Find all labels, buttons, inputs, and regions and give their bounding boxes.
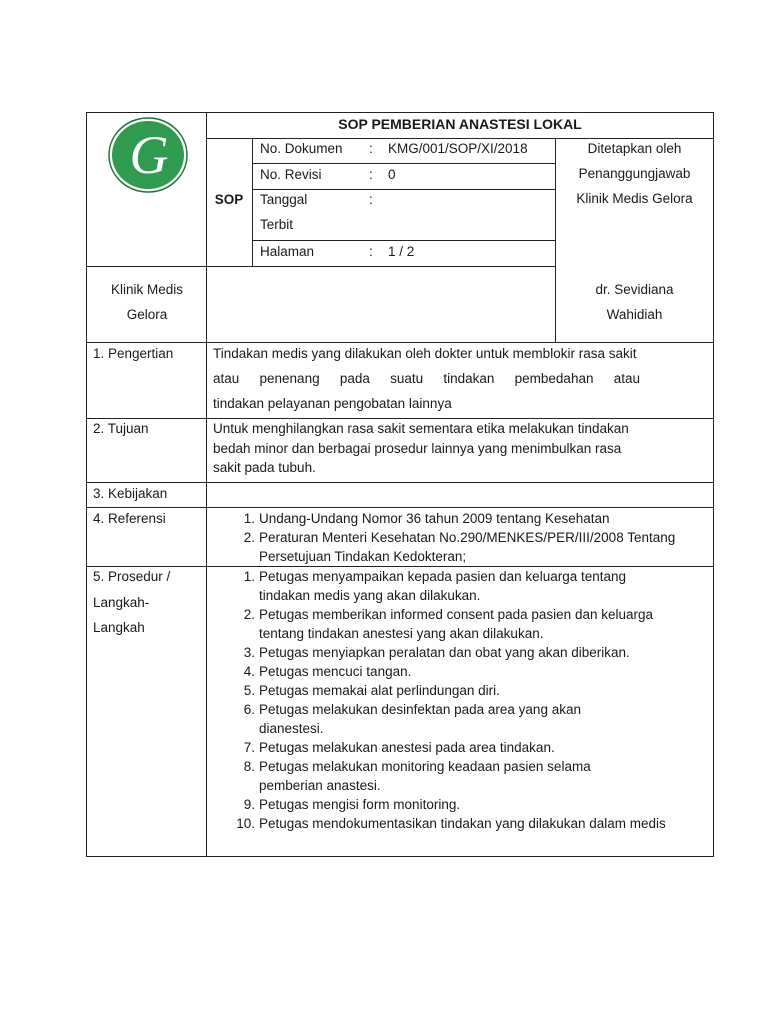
- pengertian-text: Tindakan medis yang dilakukan oleh dokter untuk memblokir rasa sakit: [213, 346, 637, 361]
- list-item: 1. Undang-Undang Nomor 36 tahun 2009 tentang Kesehatan: [243, 511, 610, 526]
- logo-letter: G: [129, 125, 169, 185]
- field-label-halaman: Halaman: [260, 244, 315, 259]
- referensi-list: [207, 509, 687, 566]
- tujuan-text: sakit pada tubuh.: [213, 460, 316, 475]
- list-item: 6. Petugas melakukan desinfektan pada area yang akan dianestesi.: [243, 702, 581, 736]
- field-label-no-dokumen: No. Dokumen: [260, 141, 343, 156]
- field-sep: :: [369, 244, 373, 259]
- section-label-tujuan: 2. Tujuan: [93, 421, 149, 436]
- list-item: 2. Peraturan Menteri Kesehatan No.290/MENKES/PER/III/2008 Tentang Persetujuan Tindakan Kedokteran;: [243, 530, 676, 564]
- field-value-halaman: 1 / 2: [388, 244, 415, 259]
- document-title: SOP PEMBERIAN ANASTESI LOKAL: [338, 116, 582, 132]
- tujuan-text: Untuk menghilangkan rasa sakit sementara etika melakukan tindakan: [213, 421, 629, 436]
- section-label-prosedur: 5. Prosedur /: [93, 569, 171, 584]
- list-item: 5. Petugas memakai alat perlindungan diri.: [243, 683, 500, 698]
- clinic-name: Klinik Medis: [110, 282, 184, 297]
- field-sep: :: [369, 167, 373, 182]
- field-value-no-revisi: 0: [388, 167, 396, 182]
- list-item: 9. Petugas mengisi form monitoring.: [243, 797, 461, 812]
- list-item: 10. Petugas mendokumentasikan tindakan yang dilakukan dalam medis: [236, 816, 666, 831]
- section-label-prosedur: Langkah: [93, 620, 145, 635]
- pengertian-text: tindakan pelayanan pengobatan lainnya: [213, 396, 452, 411]
- section-label-referensi: 4. Referensi: [93, 511, 166, 526]
- clinic-logo: [108, 117, 188, 193]
- section-label-pengertian: 1. Pengertian: [93, 346, 174, 361]
- field-label-tanggal: Tanggal: [260, 192, 308, 207]
- list-item: 8. Petugas melakukan monitoring keadaan pasien selama pemberian anastesi.: [243, 759, 591, 793]
- pengertian-text: atau penenang pada suatu tindakan pembedahan atau: [213, 371, 640, 386]
- tujuan-text: bedah minor dan berbagai prosedur lainnya yang menimbulkan rasa: [213, 441, 622, 456]
- list-item: 3. Petugas menyiapkan peralatan dan obat yang akan diberikan.: [243, 645, 630, 660]
- field-sep: :: [369, 141, 373, 156]
- approval-line: Ditetapkan oleh: [587, 141, 682, 156]
- field-value-no-dokumen: KMG/001/SOP/XI/2018: [388, 141, 528, 156]
- section-label-kebijakan: 3. Kebijakan: [93, 486, 168, 501]
- list-item: 7. Petugas melakukan anestesi pada area tindakan.: [243, 740, 555, 755]
- signer-name: Wahidiah: [606, 307, 663, 322]
- list-item: 4. Petugas mencuci tangan.: [243, 664, 412, 679]
- section-label-prosedur: Langkah-: [93, 595, 150, 610]
- field-sep: :: [369, 192, 373, 207]
- list-item: 1. Petugas menyampaikan kepada pasien dan keluarga tentang tindakan medis yang akan dilakukan.: [243, 569, 627, 603]
- sop-label: SOP: [214, 192, 244, 207]
- prosedur-list: [207, 567, 697, 833]
- approval-line: Penanggungjawab: [578, 166, 691, 181]
- clinic-name: Gelora: [126, 307, 168, 322]
- approval-line: Klinik Medis Gelora: [576, 191, 693, 206]
- list-item: 2. Petugas memberikan informed consent pada pasien dan keluarga tentang tindakan anestesi yang akan dilakukan.: [243, 607, 653, 641]
- signer-name: dr. Sevidiana: [595, 282, 674, 297]
- field-label-terbit: Terbit: [260, 217, 294, 232]
- field-label-no-revisi: No. Revisi: [260, 167, 322, 182]
